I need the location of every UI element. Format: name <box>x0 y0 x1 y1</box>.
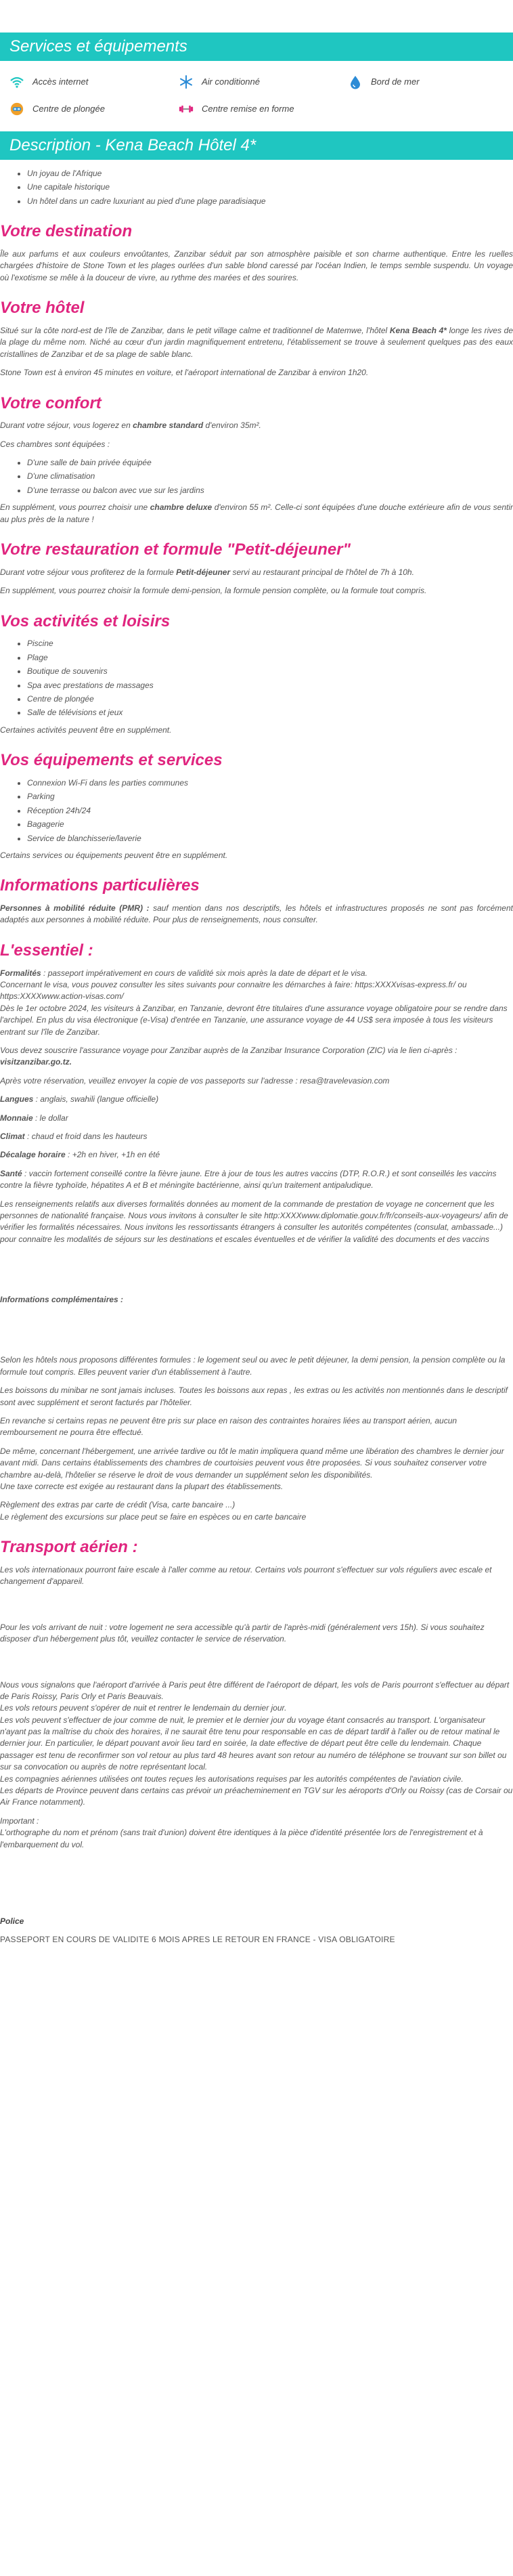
hotel-heading: Votre hôtel <box>0 299 85 318</box>
formules-text: Selon les hôtels nous proposons différentes formules : le logement seul ou avec le petit déjeuner, la demi pension, la pension complète ou la formule tout compris. Elles peuvent varier d'un établissement à l'autre. <box>0 1355 506 1377</box>
destination-heading: Votre destination <box>0 222 133 241</box>
service-seaside <box>348 74 513 89</box>
list-item: • Réception 24h/24 <box>27 805 513 817</box>
hotel-text-2: Stone Town est à environ 45 minutes en voiture, et l'aéroport international de Zanzibar à environ 1h20. <box>0 368 369 378</box>
equipements-list <box>0 777 513 844</box>
list-item: • Plage <box>27 652 513 664</box>
transport-p2: Pour les vols arrivant de nuit : votre logement ne sera accessible qu'à partir de l'après-midi (généralement vers 15h). Si vous souhaitez disposer d'un hébergement plus tôt, veuillez contacter le service de réservation. <box>0 1622 485 1644</box>
description-list <box>0 168 513 207</box>
list-item: • Un joyau de l'Afrique <box>27 168 513 179</box>
list-item: • Piscine <box>27 638 513 649</box>
hotel-text: Situé sur la côte nord-est de l'île de Zanzibar, dans le petit village calme et traditionnel de Matemwe, l'hôtel Kena Beach 4* longe les rives de la plage du même nom. Niché au cœur d'un jardin magnifiquement entretenu, l'établissement se trouve à seulement quelques pas des eaux cristallines de Zanzibar et de sa plage de sable blanc. <box>0 325 513 359</box>
transport-p3: Nous vous signalons que l'aéroport d'arrivée à Paris peut être différent de l'aéroport de départ, les vols de Paris pourront s'effectuer au départ de Paris Roissy, Paris Orly et Paris Beauvais. Les vols retours peuvent s'opérer de nuit et rentrer le lendemain du dernier jour. Les vols peuvent s'effectuer de jour comme de nuit, le premier et le dernier jour du voyage étant consacrés au transport. L'organisateur n'ayant pas la maîtrise du choix des horaires, il ne saurait être tenu pour responsable en cas de départ tardif à l'aller ou de retour matinal le dernier jour. En particulier, le départ pouvant avoir lieu tard en soirée, la date effective de départ peut être celle du lendemain. Chaque passager est tenu de reconfirmer son vol retour au plus tard 48 heures avant son retour au numéro de téléphone se trouvant sur son billet ou sur sa convocation ou auprès de notre représentant local. Les compagnies aériennes utilisées ont toutes reçues les autorisations requises par les autorités compétentes de l'aviation civile. Les départs de Province peuvent dans certains cas prévoir un préacheminement en TGV sur les aéroports d'Orly ou Roissy (cas de Corsair ou Air France notamment). <box>0 1679 513 1807</box>
service-label: Accès internet <box>32 76 89 87</box>
activites-heading: Vos activités et loisirs <box>0 611 171 630</box>
diving-icon <box>9 102 24 116</box>
police-heading: Police <box>0 1916 24 1926</box>
confort-heading: Votre confort <box>0 393 102 412</box>
fitness-icon <box>179 102 194 116</box>
service-fitness <box>179 102 348 116</box>
list-item: • Un hôtel dans un cadre luxuriant au pied d'une plage paradisiaque <box>27 196 513 207</box>
list-item: • Parking <box>27 791 513 802</box>
essentiel-heading: L'essentiel : <box>0 941 93 960</box>
snowflake-icon <box>179 74 194 89</box>
services-title: Services et équipements <box>0 33 513 61</box>
list-item: • Boutique de souvenirs <box>27 666 513 677</box>
transport-p1: Les vols internationaux pourront faire escale à l'aller comme au retour. Certains vols pourront s'effectuer sur vols réguliers avec escale et changement d'appareil. <box>0 1564 492 1587</box>
activites-list <box>0 638 513 718</box>
list-item: • Connexion Wi-Fi dans les parties communes <box>27 777 513 789</box>
pmr-text: Personnes à mobilité réduite (PMR) : sauf mention dans nos descriptifs, les hôtels et infrastructures proposés ne sont pas forcément adaptés aux personnes à mobilité réduite. Pour plus de renseignements, nous consulter. <box>0 903 513 925</box>
services-grid <box>0 61 513 131</box>
activites-note: Certaines activités peuvent être en supplément. <box>0 725 172 735</box>
list-item: • Salle de télévisions et jeux <box>27 707 513 718</box>
equipements-heading: Vos équipements et services <box>0 751 223 770</box>
compte-text: En revanche si certains repas ne peuvent être pris sur place en raison des contraintes horaires liées au transport aérien, aucun remboursement ne pourra être effectué. <box>0 1416 458 1438</box>
equipements-note: Certains services ou équipements peuvent être en supplément. <box>0 850 228 860</box>
boissons-text: Les boissons du minibar ne sont jamais incluses. Toutes les boissons aux repas , les extras ou les activités non mentionnés dans le descriptif sont avec supplément et seront facturés par l'hôtelier. <box>0 1386 508 1407</box>
description-title: Description - Kena Beach Hôtel 4* <box>0 131 513 160</box>
confort-list <box>0 457 513 496</box>
hebergement-text: De même, concernant l'hébergement, une arrivée tardive ou tôt le matin impliquera quand même une libération des chambres le dernier jour avant midi. Dans certains établissements des chambres de courtoisies peuvent vous être proposées. Si vous souhaitez conserver votre chambre au-delà, l'hôtelier se réserve le droit de vous demander un supplément selon les disponibilités. Une taxe correcte est exigée au restaurant dans la plupart des établissements. <box>0 1446 504 1491</box>
reglement-text: Règlement des extras par carte de crédit (Visa, carte bancaire ...) Le règlement des excursions sur place peut se faire en espèces ou en carte bancaire <box>0 1500 307 1522</box>
monnaie-text: Monnaie : le dollar <box>0 1113 68 1123</box>
water-drop-icon <box>348 74 363 89</box>
confort-text-3: En supplément, vous pourrez choisir une chambre deluxe d'environ 55 m². Celle-ci sont équipées d'une douche extérieure afin de vous sentir au plus près de la nature ! <box>0 502 513 524</box>
list-item: • Une capitale historique <box>27 181 513 193</box>
service-label: Centre remise en forme <box>202 103 294 114</box>
renseignements-text: Les renseignements relatifs aux diverses formalités données au moment de la commande de prestation de voyage ne concernent que les personnes de nationalité française. Nous vous invitons à consulter le site http:XXXXwww.diplomatie.gouv.fr/fr/conseils-aux-voyageurs/ afin de vérifier les formalités nécessaires. Nous invitons les ressortissants étrangers à consulter les autorités compétentes (consulat, ambassade...) pour connaitre les modalités de séjours sur les destinations et escales éventuelles et de vérifier la validité des documents et des vaccins <box>0 1199 508 1244</box>
decalage-text: Décalage horaire : +2h en hiver, +1h en été <box>0 1150 160 1160</box>
assurance-text: Vous devez souscrire l'assurance voyage pour Zanzibar auprès de la Zanzibar Insurance Corporation (ZIC) via le lien ci-après : visitzanzibar.go.tz. <box>0 1046 458 1067</box>
list-item: • Spa avec prestations de massages <box>27 680 513 691</box>
formalites-text: Formalités : passeport impérativement en cours de validité six mois après la date de départ et le visa. Concernant le visa, vous pouvez consulter les sites suivants pour connaitre les démarches à faire: https:XXXXvisas-express.fr/ ou https:XXXXwww.action-visas.com/ Dès le 1er octobre 2024, les visiteurs à Zanzibar, en Tanzanie, devront être titulaires d'une assurance voyage obligatoire pour se rendre dans l'archipel. En plus du visa électronique (e-Visa) d'entrée en Tanzanie, une assurance voyage de 44 US$ sera imposée à tous les visiteurs entrant sur l'île de Zanzibar. <box>0 968 508 1037</box>
destination-text: Île aux parfums et aux couleurs envoûtantes, Zanzibar séduit par son atmosphère paisible et son charme authentique. Entre les ruelles chargées d'histoire de Stone Town et les plages ourlées d'un sable blond caressé par l'océan Indien, le temps semble suspendu. Un voyage où l'exotisme se mêle à la douceur de vivre, au rythme des marées et des sourires. <box>0 249 513 282</box>
list-item: • Service de blanchisserie/laverie <box>27 833 513 844</box>
passport-copy-text: Après votre réservation, veuillez envoyer la copie de vos passeports sur l'adresse : resa@travelevasion.com <box>0 1075 390 1086</box>
confort-text: Durant votre séjour, vous logerez en chambre standard d'environ 35m². <box>0 421 261 431</box>
wifi-icon <box>9 74 24 89</box>
transport-heading: Transport aérien : <box>0 1538 138 1557</box>
passport-requirement: PASSEPORT EN COURS DE VALIDITE 6 MOIS APRES LE RETOUR EN FRANCE - VISA OBLIGATOIRE <box>0 1935 395 1945</box>
service-label: Centre de plongée <box>32 103 105 114</box>
restauration-heading: Votre restauration et formule "Petit-déjeuner" <box>0 540 351 559</box>
assurance-link[interactable]: visitzanzibar.go.tz. <box>0 1057 72 1067</box>
restauration-text: Durant votre séjour vous profiterez de la formule Petit-déjeuner servi au restaurant principal de l'hôtel de 7h à 10h. <box>0 567 414 577</box>
service-label: Bord de mer <box>371 76 420 87</box>
service-internet <box>9 74 179 89</box>
list-item: • D'une climatisation <box>27 471 513 482</box>
sante-text: Santé : vaccin fortement conseillé contre la fièvre jaune. Etre à jour de tous les autres vaccins (DTP, R.O.R.) et sont conseillés les vaccins contre la fièvre typhoïde, hépatites A et B et méningite bactérienne, ainsi qu'un traitement antipaludique. <box>0 1168 497 1190</box>
infos-comp-heading: Informations complémentaires : <box>0 1295 124 1305</box>
important-text: Important : L'orthographe du nom et prénom (sans trait d'union) doivent être identiques à la pièce d'identité présentée lors de l'enregistrement et à l'embarquement du vol. <box>0 1816 483 1849</box>
service-diving <box>9 102 179 116</box>
climat-text: Climat : chaud et froid dans les hauteurs <box>0 1131 148 1141</box>
list-item: • D'une terrasse ou balcon avec vue sur les jardins <box>27 485 513 496</box>
page <box>0 33 513 1946</box>
infos-heading: Informations particulières <box>0 876 200 895</box>
list-item: • Centre de plongée <box>27 693 513 705</box>
list-item: • D'une salle de bain privée équipée <box>27 457 513 469</box>
service-label: Air conditionné <box>202 76 260 87</box>
list-item: • Bagagerie <box>27 819 513 830</box>
service-air-conditioning <box>179 74 348 89</box>
restauration-text-2: En supplément, vous pourrez choisir la formule demi-pension, la formule pension complète, ou la formule tout compris. <box>0 586 427 596</box>
confort-text-2: Ces chambres sont équipées : <box>0 439 110 449</box>
langues-text: Langues : anglais, swahili (langue officielle) <box>0 1094 159 1104</box>
